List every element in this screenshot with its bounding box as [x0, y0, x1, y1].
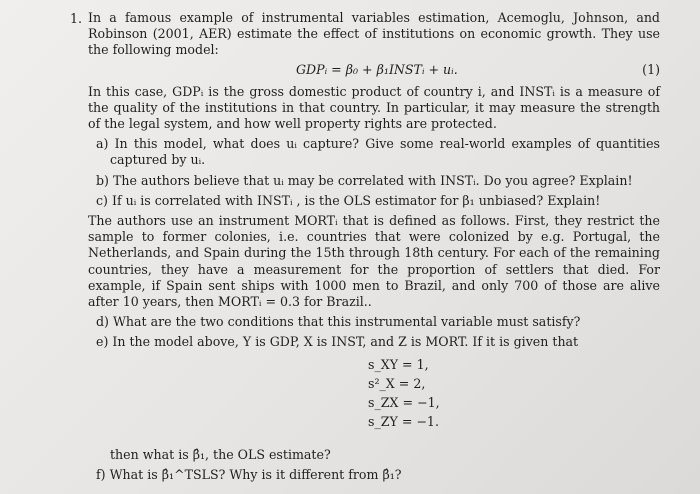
- intro-paragraph: In a famous example of instrumental variables estimation, Acemoglu, Johnson, and Robinson (2001, AER) estimate the effect of institutions on economic growth. They use the following model:: [88, 10, 660, 58]
- part-d: d) What are the two conditions that this instrumental variable must satisfy?: [96, 314, 581, 330]
- explain-paragraph: In this case, GDPᵢ is the gross domestic product of country i, and INSTᵢ is a measure of the quality of the institutions in that country. In particular, it may measure the strength of the legal system, and how well property rights are protected.: [88, 83, 660, 132]
- part-e: e) In the model above, Y is GDP, X is INST, and Z is MORT. If it is given that: [96, 334, 579, 350]
- instrument-paragraph: The authors use an instrument MORTᵢ that is defined as follows. First, they restrict the sample to former colonies, i.e. countries that were colonized by e.g. Portugal, the Netherlands, and Spain during the 15th through 18th century. For each of the remaining countries, they have a measurement for the proportion of settlers that died. For example, if Spain sent ships with 1000 men to Brazil, and only 700 of those are alive after 10 years, then MORTᵢ = 0.3 for Brazil..: [88, 213, 660, 310]
- sample-statistics: [368, 357, 660, 433]
- stat-szy: s_ZY = −1.: [368, 413, 439, 429]
- equation-row: [88, 62, 660, 80]
- stat-sxy: s_XY = 1,: [368, 356, 429, 372]
- stat-szx: s_ZX = −1,: [368, 394, 440, 410]
- part-b: b) The authors believe that uᵢ may be correlated with INSTᵢ. Do you agree? Explain!: [96, 172, 633, 188]
- then-line: then what is β̂₁, the OLS estimate?: [110, 446, 331, 462]
- part-f: f) What is β̂₁^TSLS? Why is it different from β̂₁?: [96, 466, 402, 482]
- question-number: 1.: [70, 11, 83, 26]
- part-a: a) In this model, what does uᵢ capture? Give some real-world examples of quantities captured by uᵢ.: [96, 136, 660, 168]
- model-equation: GDPᵢ = β₀ + β₁INSTᵢ + uᵢ.: [296, 61, 458, 77]
- stat-sx2: s²_X = 2,: [368, 375, 426, 391]
- part-c: c) If uᵢ is correlated with INSTᵢ , is the OLS estimator for β₁ unbiased? Explain!: [96, 192, 601, 208]
- question-body: [70, 10, 660, 483]
- equation-number: (1): [642, 61, 660, 77]
